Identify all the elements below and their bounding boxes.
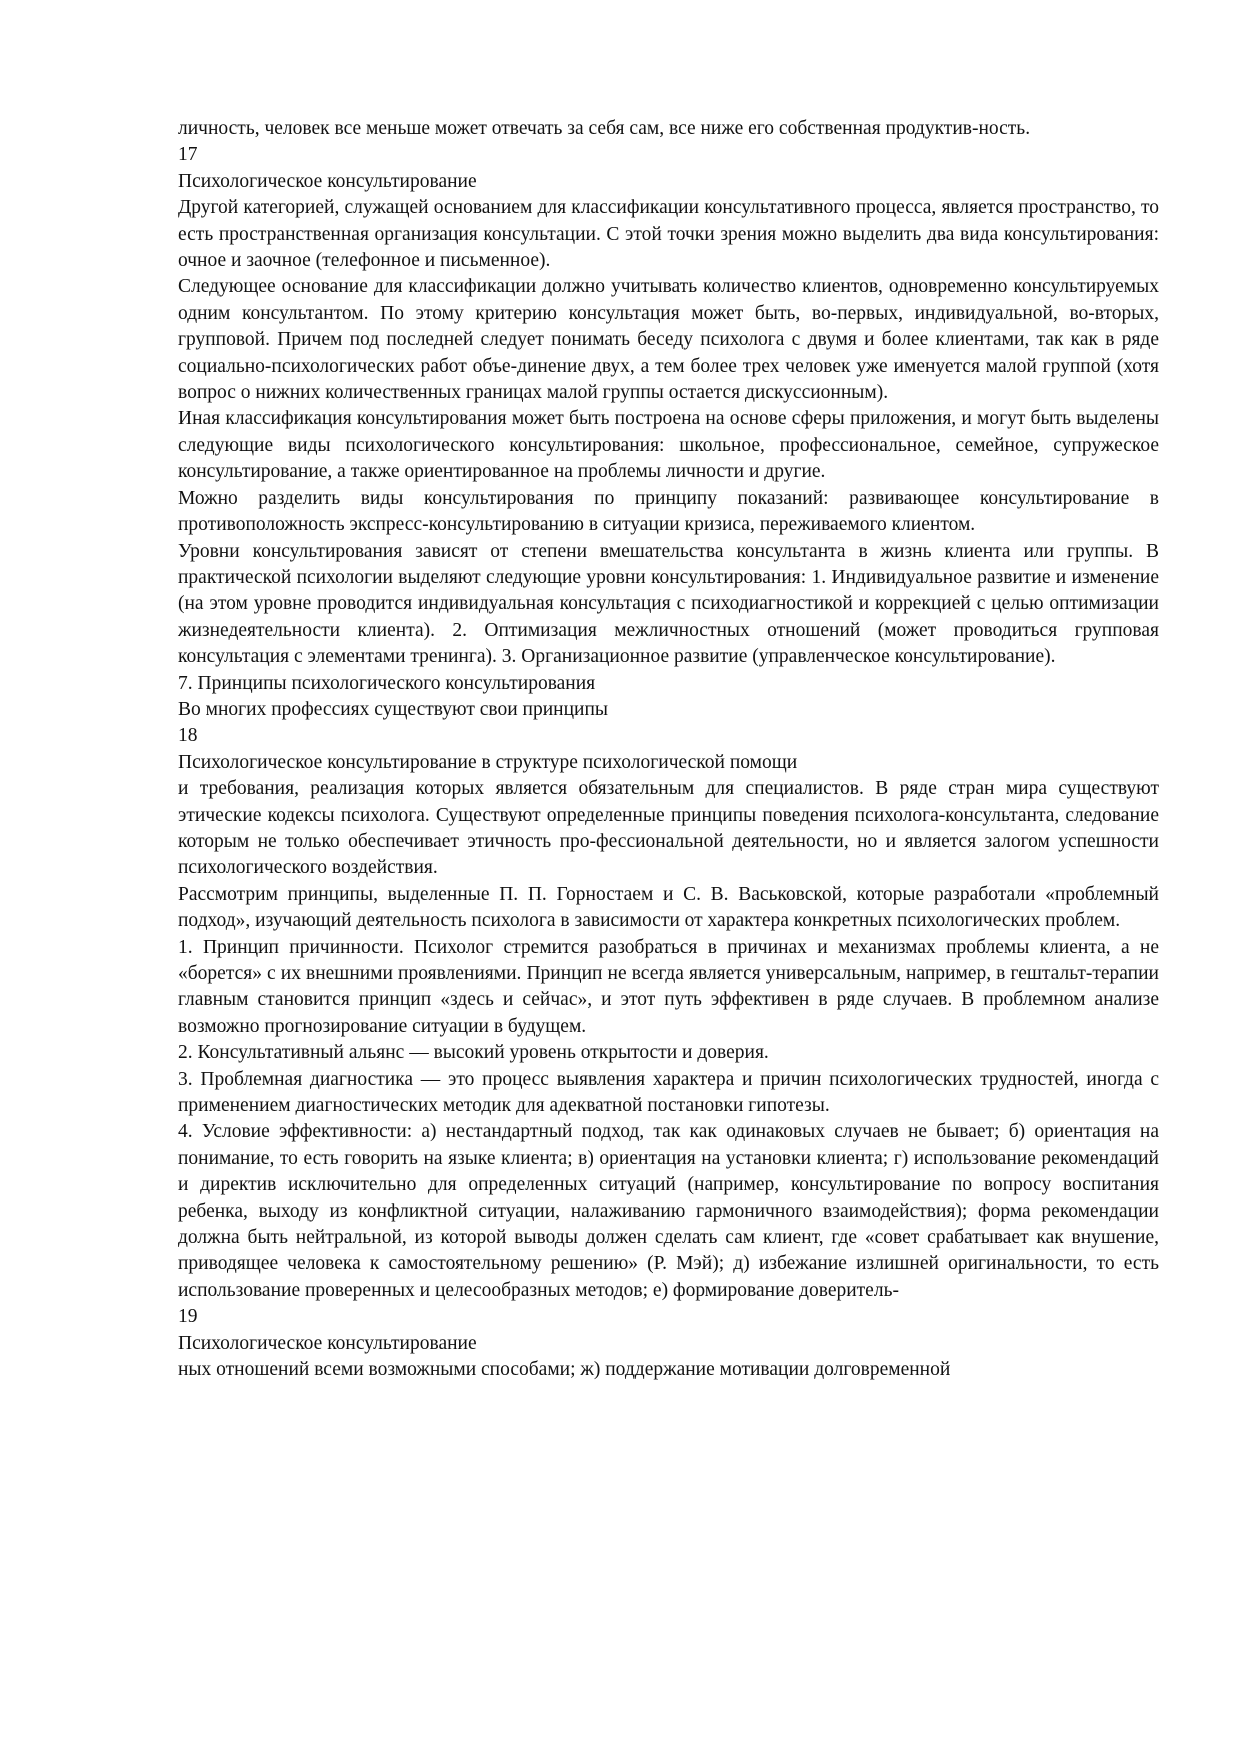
list-item: 1. Принцип причинности. Психолог стремится разобраться в причинах и механизмах проблемы клиента, а не «борется» с их внешними проявлениями. Принцип не всегда является универсальным, например, в гештальт-терапии главным становится принцип «здесь и сейчас», и этот путь эффективен в ряде случаев. В проблемном анализе возможно прогнозирование ситуации в будущем. (178, 936, 1159, 1037)
running-head: Психологическое консультирование (178, 1332, 477, 1354)
paragraph: и требования, реализация которых является обязательным для специалистов. В ряде стран мира существуют этические кодексы психолога. Существуют определенные принципы поведения психолога-консультанта, следование которым не только обеспечивает этичность про-фессиональной деятельности, но и является залогом успешности психологического воздействия. (178, 778, 1159, 879)
section-heading: 7. Принципы психологического консультирования (178, 672, 596, 694)
running-head: Психологическое консультирование в структуре психологической помощи (178, 751, 798, 773)
list-item: 4. Условие эффективности: а) нестандартный подход, так как одинаковых случаев не бывает; б) ориентация на понимание, то есть говорить на языке клиента; в) ориентация на установки клиента; г) использование рекомендаций и директив исключительно для определенных ситуаций (например, консультирование по вопросу воспитания ребенка, выходу из конфликтной ситуации, налаживанию гармоничного взаимодействия); форма рекомендации должна быть нейтральной, из которой выводы должен сделать сам клиент, где «совет срабатывает как внушение, приводящее человека к самостоятельному решению» (Р. Мэй); д) избежание излишней оригинальности, то есть использование проверенных и целесообразных методов; е) формирование доверитель- (178, 1121, 1159, 1301)
list-item: 3. Проблемная диагностика — это процесс выявления характера и причин психологических трудностей, иногда с применением диагностических методик для адекватной постановки гипотезы. (178, 1068, 1159, 1117)
paragraph: Рассмотрим принципы, выделенные П. П. Горностаем и С. В. Васьковской, которые разработали «проблемный подход», изучающий деятельность психолога в зависимости от характера конкретных психологических проблем. (178, 883, 1159, 932)
page-number: 17 (178, 144, 198, 166)
paragraph: Можно разделить виды консультирования по принципу показаний: развивающее консультирование в противоположность экспресс-консультированию в ситуации кризиса, переживаемого клиентом. (178, 487, 1159, 536)
paragraph: Иная классификация консультирования может быть построена на основе сферы приложения, и могут быть выделены следующие виды психологического консультирования: школьное, профессиональное, семейное, супружеское консультирование, а также ориентированное на проблемы личности и другие. (178, 408, 1159, 483)
page-number: 19 (178, 1306, 198, 1328)
paragraph: Другой категорией, служащей основанием для классификации консультативного процесса, является пространство, то есть пространственная организация консультации. С этой точки зрения можно выделить два вида консультирования: очное и заочное (телефонное и письменное). (178, 197, 1159, 272)
page-number: 18 (178, 725, 198, 747)
paragraph: ных отношений всеми возможными способами; ж) поддержание мотивации долговременной (178, 1359, 951, 1381)
running-head: Психологическое консультирование (178, 170, 477, 192)
paragraph: Уровни консультирования зависят от степени вмешательства консультанта в жизнь клиента или группы. В практической психологии выделяют следующие уровни консультирования: 1. Индивидуальное развитие и изменение (на этом уровне проводится индивидуальная консультация с психодиагностикой и коррекцией с целью оптимизации жизнедеятельности клиента). 2. Оптимизация межличностных отношений (может проводиться групповая консультация с элементами тренинга). 3. Организационное развитие (управленческое консультирование). (178, 540, 1159, 668)
paragraph: Во многих профессиях существуют свои принципы (178, 698, 608, 720)
list-item: 2. Консультативный альянс — высокий уровень открытости и доверия. (178, 1042, 769, 1064)
page-text (178, 116, 1159, 1384)
paragraph: Следующее основание для классификации должно учитывать количество клиентов, одновременно консультируемых одним консультантом. По этому критерию консультация может быть, во-первых, индивидуальной, во-вторых, групповой. Причем под последней следует понимать беседу психолога с двумя и более клиентами, так как в ряде социально-психологических работ объе-динение двух, а тем более трех человек уже именуется малой группой (хотя вопрос о нижних количественных границах малой группы остается дискуссионным). (178, 276, 1159, 404)
paragraph: личность, человек все меньше может отвечать за себя сам, все ниже его собственная продуктив-ность. (178, 118, 1031, 139)
